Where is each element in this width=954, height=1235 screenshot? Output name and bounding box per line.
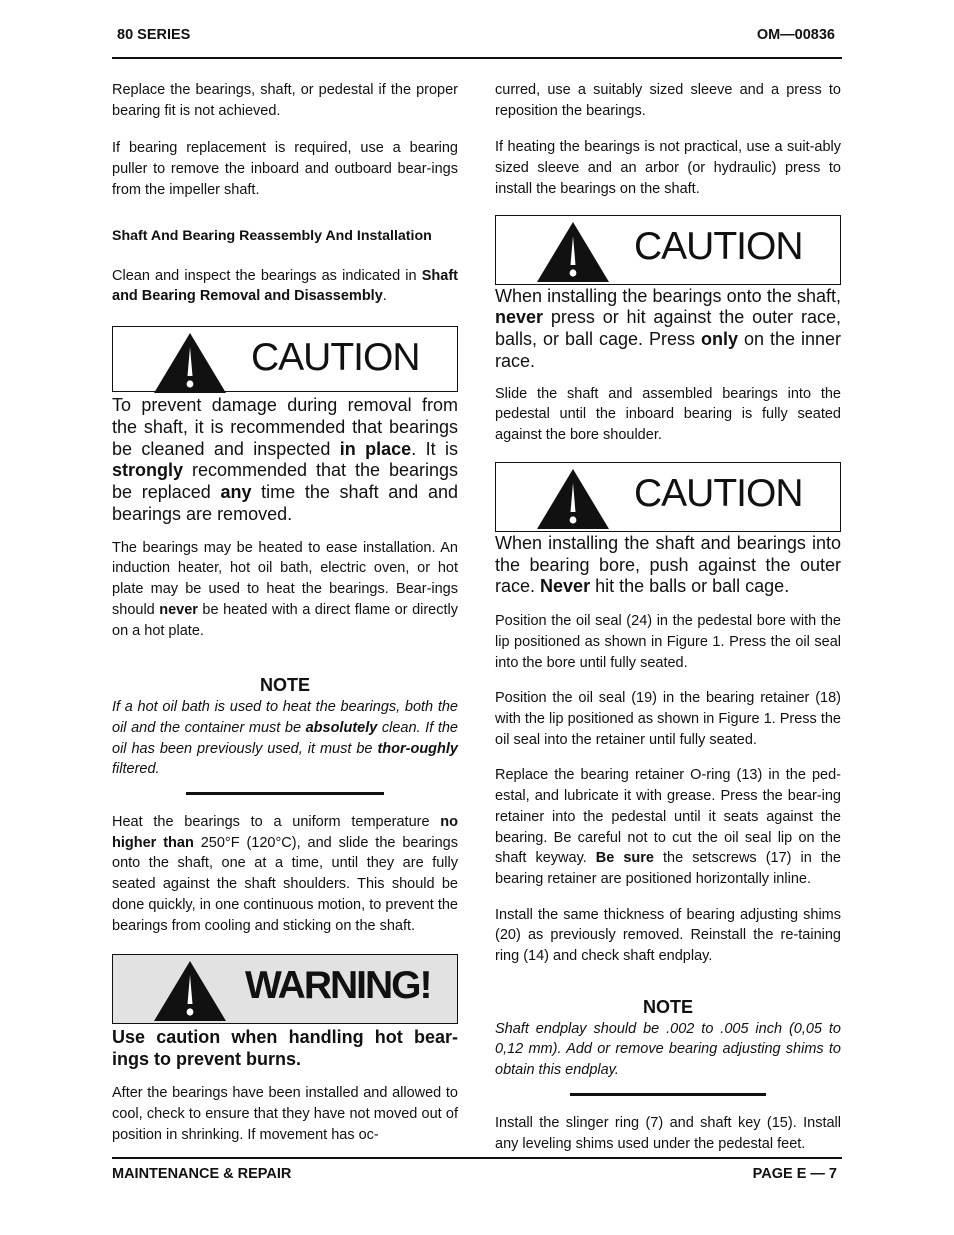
caution-triangle-icon — [536, 221, 610, 283]
paragraph-slinger-ring: Install the slinger ring (7) and shaft key (15). Install any leveling shims used under the pedestal feet. — [495, 1114, 841, 1152]
warning-text: Use caution when handling hot bear-ings to prevent burns. — [112, 1027, 458, 1070]
caution-box — [495, 462, 841, 532]
paragraph-press: If heating the bearings is not practical, use a suit-ably sized sleeve and an arbor (or hydraulic) press to install the bearings on the shaft. — [495, 139, 841, 197]
header-rule — [112, 57, 842, 59]
warning-label: WARNING! — [245, 964, 431, 1008]
caution-label: CAUTION — [634, 224, 803, 268]
warning-box — [112, 954, 458, 1024]
paragraph-oil-seal-pedestal: Position the oil seal (24) in the pedestal bore with the lip positioned as shown in Figure 1. Press the oil seal into the bore until fully seated. — [495, 613, 841, 671]
note-end-rule — [186, 792, 384, 795]
paragraph-clean-inspect: Clean and inspect the bearings as indicated in Shaft and Bearing Removal and Disassembly. — [112, 267, 458, 305]
paragraph-heating: The bearings may be heated to ease installation. An induction heater, hot oil bath, electric oven, or hot plate may be used to heat the bearings. Bear-ings should never be heated with a direct flame or directly on a hot plate. — [112, 539, 458, 639]
caution-box — [112, 326, 458, 392]
caution-triangle-icon — [153, 332, 227, 394]
paragraph-heat-bearings: Heat the bearings to a uniform temperature no higher than 250°F (120°C), and slide the bearings onto the shaft, one at a time, until they are fully seated against the shaft shoulders. This should be done quickly, in one continuous motion, to prevent the bearings from cooling and sticking on the shaft. — [112, 814, 458, 934]
caution-box — [495, 215, 841, 285]
paragraph-oil-seal-retainer: Position the oil seal (19) in the bearing retainer (18) with the lip positioned as shown in Figure 1. Press the oil seal into the retainer until fully seated. — [495, 690, 841, 748]
left-column — [112, 80, 458, 1145]
caution-triangle-icon — [536, 468, 610, 530]
paragraph-bearing-puller: If bearing replacement is required, use a bearing puller to remove the inboard and outboard bear-ings from the impeller shaft. — [112, 140, 458, 198]
footer-section: MAINTENANCE & REPAIR — [112, 1166, 292, 1182]
right-column — [495, 80, 841, 1154]
header-doc-number: OM—00836 — [756, 27, 835, 43]
footer-rule — [112, 1157, 842, 1159]
note-text: If a hot oil bath is used to heat the bearings, both the oil and the container must be absolutely clean. If the oil has been previously used, it must be thor-oughly filtered. — [112, 699, 458, 778]
paragraph-slide-shaft: Slide the shaft and assembled bearings into the pedestal until the inboard bearing is fully seated against the bore shoulder. — [495, 385, 841, 444]
caution-text: To prevent damage during removal from the shaft, it is recommended that bearings be cleaned and inspected in place. It is strongly recommended that the bearings be replaced any time the shaft and and bearings are removed. — [112, 394, 459, 524]
paragraph-retainer-oring: Replace the bearing retainer O-ring (13) in the ped-estal, and lubricate it with grease. Press the bear-ing retainer into the pedestal until it seats against the bearing. Be careful not to cut the oil seal lip on the shaft keyway. Be sure the setscrews (17) in the bearing retainer are positioned horizontally inline. — [495, 767, 841, 887]
footer-page-number: PAGE E — 7 — [752, 1166, 837, 1182]
paragraph-replace: Replace the bearings, shaft, or pedestal if the proper bearing fit is not achieved. — [112, 82, 458, 119]
paragraph-reposition: curred, use a suitably sized sleeve and a press to reposition the bearings. — [495, 82, 841, 119]
paragraph-after-install: After the bearings have been installed and allowed to cool, check to ensure that they have not moved out of position in shrinking. If movement has oc- — [112, 1085, 458, 1143]
note-end-rule — [570, 1093, 766, 1096]
note-heading: NOTE — [259, 675, 310, 696]
note-text: Shaft endplay should be .002 to .005 inch (0,05 to 0,12 mm). Add or remove bearing adjusting shims to obtain this endplay. — [495, 1020, 841, 1079]
caution-label: CAUTION — [251, 335, 420, 379]
caution-text: When installing the bearings onto the shaft, never press or hit against the outer race, balls, or ball cage. Press only on the inner race. — [495, 285, 842, 371]
note-heading: NOTE — [642, 996, 693, 1017]
paragraph-shims: Install the same thickness of bearing adjusting shims (20) as previously removed. Reinstall the re-taining ring (14) and check shaft endplay. — [495, 906, 841, 965]
caution-label: CAUTION — [634, 471, 803, 515]
section-heading: Shaft And Bearing Reassembly And Installation — [112, 227, 432, 244]
caution-text: When installing the shaft and bearings into the bearing bore, push against the outer race. Never hit the balls or ball cage. — [495, 532, 841, 597]
warning-triangle-icon — [153, 960, 227, 1022]
header-series: 80 SERIES — [117, 27, 191, 43]
